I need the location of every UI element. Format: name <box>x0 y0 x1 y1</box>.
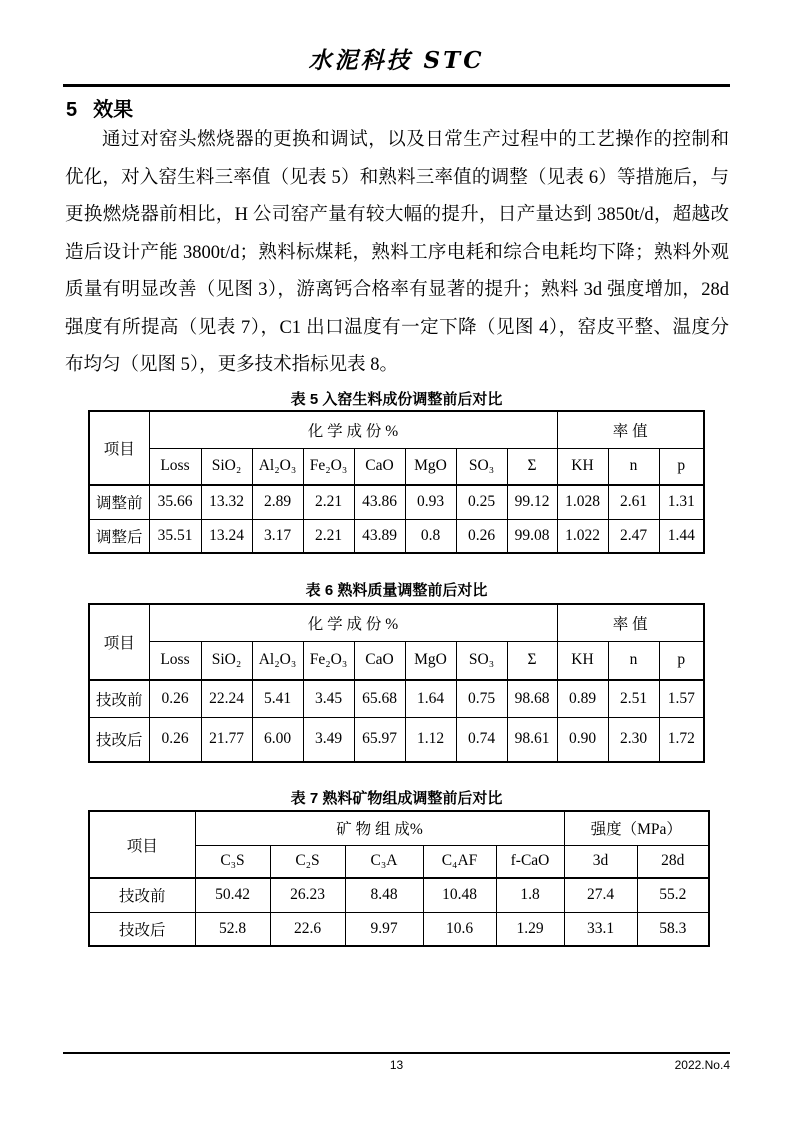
table6-group-rate: 率 值 <box>557 604 704 641</box>
cell: 43.86 <box>354 485 405 519</box>
column-header: C₄AF <box>423 845 496 878</box>
cell: 0.26 <box>149 680 201 717</box>
cell: 65.68 <box>354 680 405 717</box>
row-label: 技改前 <box>89 680 149 717</box>
column-header: Loss <box>149 641 201 680</box>
table6-row-before <box>89 680 704 717</box>
body-paragraph: 通过对窑头燃烧器的更换和调试，以及日常生产过程中的工艺操作的控制和优化，对入窑生料三率值（见表 5）和熟料三率值的调整（见表 6）等措施后，与更换燃烧器前相比，H 公司窑产量有较大幅的提升，日产量达到 3850t/d，超越改造后设计产能 3800t/d；熟料标煤耗，熟料工序电耗和综合电耗均下降；熟料外观质量有明显改善（见图 3），游离钙合格率有显著的提升；熟料 3d 强度增加，28d 强度有所提高（见表 7），C1 出口温度有一定下降（见图 4），窑皮平整、温度分布均匀（见图 5），更多技术指标见表 8。 <box>65 130 729 375</box>
cell: 50.42 <box>195 878 270 912</box>
cell: 99.12 <box>507 485 557 519</box>
cell: 1.028 <box>557 485 608 519</box>
cell: 65.97 <box>354 717 405 762</box>
column-header: Al₂O₃ <box>252 641 303 680</box>
row-label: 技改后 <box>89 717 149 762</box>
cell: 58.3 <box>637 912 709 946</box>
table5-item-header: 项目 <box>89 411 149 485</box>
table5-caption: 表 5 入窑生料成份调整前后对比 <box>290 391 503 408</box>
section-title: 效果 <box>93 99 134 121</box>
column-header: SO₃ <box>456 641 507 680</box>
table6-group-chem: 化 学 成 份 % <box>149 604 557 641</box>
cell: 13.24 <box>201 519 252 553</box>
column-header: n <box>608 448 659 485</box>
table5-group-rate: 率 值 <box>557 411 704 448</box>
row-label: 调整后 <box>89 519 149 553</box>
column-header: p <box>659 641 704 680</box>
cell: 6.00 <box>252 717 303 762</box>
column-header: Loss <box>149 448 201 485</box>
cell: 98.61 <box>507 717 557 762</box>
cell: 1.12 <box>405 717 456 762</box>
table5-group-chem: 化 学 成 份 % <box>149 411 557 448</box>
column-header: KH <box>557 448 608 485</box>
column-header: Fe₂O₃ <box>303 641 354 680</box>
column-header: Σ <box>507 641 557 680</box>
column-header: Σ <box>507 448 557 485</box>
column-header: 3d <box>564 845 637 878</box>
journal-title: 水泥科技 STC <box>308 47 485 74</box>
column-header: p <box>659 448 704 485</box>
cell: 1.8 <box>496 878 564 912</box>
table5-row-before <box>89 485 704 519</box>
table6-column-header-row <box>89 641 704 680</box>
cell: 1.72 <box>659 717 704 762</box>
column-header: SiO₂ <box>201 448 252 485</box>
cell: 2.61 <box>608 485 659 519</box>
table7-caption: 表 7 熟料矿物组成调整前后对比 <box>290 790 503 807</box>
cell: 35.66 <box>149 485 201 519</box>
cell: 0.26 <box>149 717 201 762</box>
cell: 21.77 <box>201 717 252 762</box>
cell: 26.23 <box>270 878 345 912</box>
cell: 33.1 <box>564 912 637 946</box>
column-header: CaO <box>354 448 405 485</box>
column-header: 28d <box>637 845 709 878</box>
cell: 1.022 <box>557 519 608 553</box>
column-header: SiO₂ <box>201 641 252 680</box>
table6-row-after <box>89 717 704 762</box>
cell: 52.8 <box>195 912 270 946</box>
table6-group-header-row <box>89 604 704 641</box>
column-header: n <box>608 641 659 680</box>
cell: 22.6 <box>270 912 345 946</box>
cell: 10.48 <box>423 878 496 912</box>
table5-group-header-row <box>89 411 704 448</box>
cell: 1.29 <box>496 912 564 946</box>
cell: 22.24 <box>201 680 252 717</box>
table7-row-after <box>89 912 709 946</box>
cell: 0.74 <box>456 717 507 762</box>
cell: 2.21 <box>303 519 354 553</box>
cell: 2.21 <box>303 485 354 519</box>
cell: 1.64 <box>405 680 456 717</box>
cell: 35.51 <box>149 519 201 553</box>
column-header: SO₃ <box>456 448 507 485</box>
cell: 0.90 <box>557 717 608 762</box>
issue-label: 2022.No.4 <box>674 1058 730 1072</box>
cell: 3.17 <box>252 519 303 553</box>
cell: 1.31 <box>659 485 704 519</box>
cell: 10.6 <box>423 912 496 946</box>
cell: 0.89 <box>557 680 608 717</box>
page-number: 13 <box>389 1058 404 1072</box>
column-header: Al₂O₃ <box>252 448 303 485</box>
cell: 0.26 <box>456 519 507 553</box>
table7-group-mineral: 矿 物 组 成% <box>195 811 564 845</box>
column-header: C₂S <box>270 845 345 878</box>
table7-group-strength: 强度（MPa） <box>564 811 709 845</box>
cell: 2.51 <box>608 680 659 717</box>
table7-item-header: 项目 <box>89 811 195 878</box>
cell: 98.68 <box>507 680 557 717</box>
cell: 13.32 <box>201 485 252 519</box>
row-label: 技改前 <box>89 878 195 912</box>
column-header: CaO <box>354 641 405 680</box>
cell: 99.08 <box>507 519 557 553</box>
row-label: 技改后 <box>89 912 195 946</box>
table6-caption: 表 6 熟料质量调整前后对比 <box>305 582 488 599</box>
table6-item-header: 项目 <box>89 604 149 680</box>
cell: 2.30 <box>608 717 659 762</box>
cell: 55.2 <box>637 878 709 912</box>
cell: 8.48 <box>345 878 423 912</box>
table7 <box>88 810 710 947</box>
cell: 0.93 <box>405 485 456 519</box>
header-rule <box>63 84 730 87</box>
table5 <box>88 410 705 554</box>
cell: 5.41 <box>252 680 303 717</box>
cell: 0.8 <box>405 519 456 553</box>
table6 <box>88 603 705 763</box>
cell: 0.75 <box>456 680 507 717</box>
column-header: MgO <box>405 448 456 485</box>
cell: 1.44 <box>659 519 704 553</box>
table7-group-header-row <box>89 811 709 845</box>
column-header: Fe₂O₃ <box>303 448 354 485</box>
section-number: 5 <box>66 99 78 121</box>
row-label: 调整前 <box>89 485 149 519</box>
column-header: C₃S <box>195 845 270 878</box>
column-header: C₃A <box>345 845 423 878</box>
column-header: KH <box>557 641 608 680</box>
table7-row-before <box>89 878 709 912</box>
section-heading <box>66 93 133 122</box>
column-header: MgO <box>405 641 456 680</box>
table5-column-header-row <box>89 448 704 485</box>
cell: 1.57 <box>659 680 704 717</box>
cell: 3.49 <box>303 717 354 762</box>
cell: 2.89 <box>252 485 303 519</box>
cell: 9.97 <box>345 912 423 946</box>
footer-rule <box>63 1052 730 1054</box>
cell: 0.25 <box>456 485 507 519</box>
column-header: f-CaO <box>496 845 564 878</box>
cell: 27.4 <box>564 878 637 912</box>
table5-row-after <box>89 519 704 553</box>
cell: 2.47 <box>608 519 659 553</box>
cell: 43.89 <box>354 519 405 553</box>
cell: 3.45 <box>303 680 354 717</box>
